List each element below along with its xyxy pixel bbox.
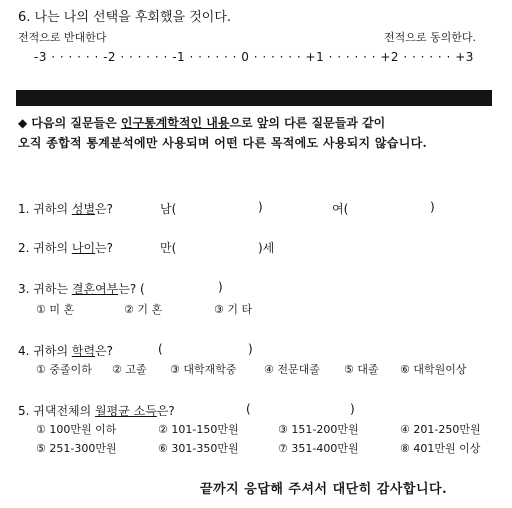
- question-text: 은?: [95, 202, 114, 216]
- question-emphasis: 성별: [71, 202, 96, 216]
- q5-close-paren: ): [350, 402, 355, 416]
- notice-text: ◆ 다음의 질문들은: [18, 116, 121, 130]
- q6-left-anchor: 전적으로 반대한다: [18, 31, 107, 44]
- scale-point[interactable]: 0: [241, 50, 250, 64]
- notice-emphasis: 인구통계학적인 내용: [120, 116, 230, 130]
- q1-question: [18, 200, 113, 217]
- question-emphasis: 월평균 소득: [95, 404, 157, 418]
- scale-point[interactable]: -3: [34, 50, 47, 64]
- notice-line-1: [18, 114, 385, 131]
- scale-dots: · · · · · ·: [328, 50, 377, 64]
- q4-option[interactable]: ① 중졸이하: [36, 363, 92, 376]
- question-text: 는? (: [118, 282, 145, 296]
- q5-option[interactable]: ⑧ 401만원 이상: [400, 442, 481, 455]
- question-emphasis: 나이: [71, 241, 96, 255]
- section-divider-bar: [16, 90, 492, 106]
- scale-point[interactable]: -2: [103, 50, 117, 64]
- q5-option[interactable]: ③ 151-200만원: [278, 423, 359, 436]
- question-text: 는?: [95, 241, 114, 255]
- question-emphasis: 학력: [71, 344, 96, 358]
- q6-title: 6. 나는 나의 선택을 후회했을 것이다.: [18, 10, 232, 25]
- q4-option[interactable]: ⑥ 대학원이상: [400, 363, 467, 376]
- q4-option[interactable]: ② 고졸: [112, 363, 147, 376]
- q2-question: [18, 239, 113, 256]
- q3-option[interactable]: ② 기 혼: [124, 303, 163, 316]
- question-text: 은?: [95, 344, 114, 358]
- scale-point[interactable]: +1: [305, 50, 325, 64]
- q1-option-female: 여(: [332, 202, 349, 216]
- q4-open-paren: (: [158, 342, 163, 356]
- question-emphasis: 결혼여부: [71, 282, 119, 296]
- q1-option-male: 남(: [160, 202, 177, 216]
- scale-point[interactable]: +3: [455, 50, 474, 64]
- q1-female-answer-field[interactable]: [352, 197, 428, 215]
- q5-option[interactable]: ⑥ 301-350만원: [158, 442, 239, 455]
- q4-option[interactable]: ④ 전문대졸: [264, 363, 320, 376]
- question-text: 5. 귀댁전체의: [18, 404, 96, 418]
- q4-question: [18, 342, 113, 359]
- question-text: 3. 귀하는: [18, 282, 72, 296]
- q5-option[interactable]: ⑦ 351-400만원: [278, 442, 359, 455]
- q4-option[interactable]: ③ 대학재학중: [170, 363, 237, 376]
- q5-option[interactable]: ② 101-150만원: [158, 423, 239, 436]
- q4-option[interactable]: ⑤ 대졸: [344, 363, 379, 376]
- scale-point[interactable]: -1: [172, 50, 186, 64]
- q5-open-paren: (: [246, 402, 251, 416]
- q2-age-answer-field[interactable]: [180, 236, 256, 254]
- q3-option[interactable]: ③ 기 타: [214, 303, 253, 316]
- q4-close-paren: ): [248, 342, 253, 356]
- q5-option[interactable]: ⑤ 251-300만원: [36, 442, 117, 455]
- q3-question: [18, 280, 145, 297]
- notice-text: 으로 앞의 다른 질문들과 같이: [229, 116, 386, 130]
- q2-age-prefix: 만(: [160, 241, 177, 255]
- q1-close-paren: ): [258, 200, 263, 214]
- question-text: 4. 귀하의: [18, 344, 72, 358]
- question-text: 1. 귀하의: [18, 202, 72, 216]
- scale-dots: · · · · · ·: [253, 50, 302, 64]
- q3-option[interactable]: ① 미 혼: [36, 303, 75, 316]
- question-text: 2. 귀하의: [18, 241, 72, 255]
- q5-option[interactable]: ① 100만원 이하: [36, 423, 117, 436]
- q5-question: [18, 402, 175, 419]
- closing-thanks: 끝까지 응답해 주셔서 대단히 감사합니다.: [200, 482, 448, 497]
- q2-age-suffix: )세: [258, 241, 275, 255]
- q1-close-paren: ): [430, 200, 435, 214]
- scale-dots: · · · · · ·: [120, 50, 168, 64]
- scale-point[interactable]: +2: [380, 50, 400, 64]
- q1-male-answer-field[interactable]: [180, 197, 256, 215]
- q3-close-paren: ): [218, 280, 223, 294]
- scale-dots: · · · · · ·: [403, 50, 451, 64]
- scale-dots: · · · · · ·: [189, 50, 237, 64]
- q6-right-anchor: 전적으로 동의한다.: [384, 31, 477, 44]
- notice-line-2: 오직 종합적 통계분석에만 사용되며 어떤 다른 목적에도 사용되지 않습니다.: [18, 136, 427, 150]
- question-text: 은?: [156, 404, 175, 418]
- scale-dots: · · · · · ·: [51, 50, 99, 64]
- q5-option[interactable]: ④ 201-250만원: [400, 423, 481, 436]
- q6-scale: [34, 50, 474, 64]
